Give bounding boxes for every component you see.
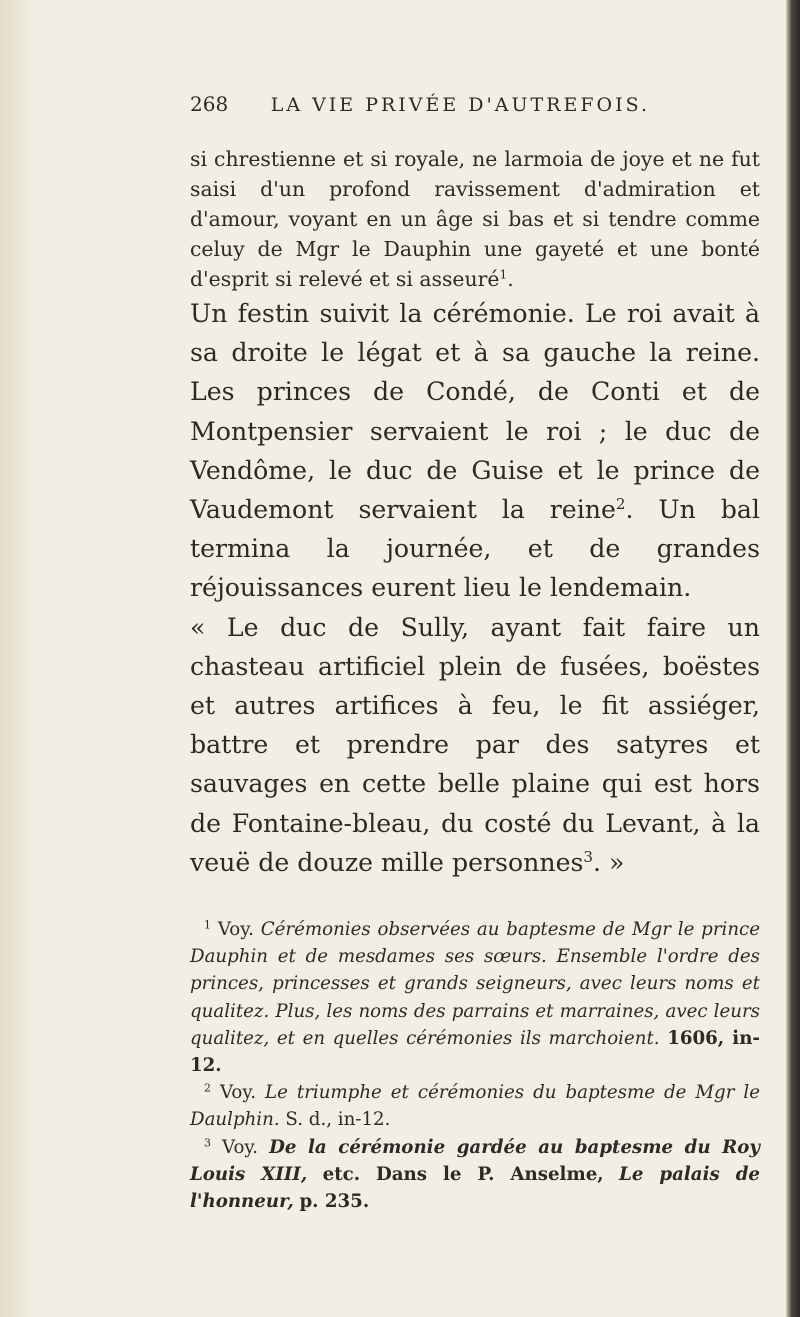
book-page	[190, 92, 760, 1215]
footnote-mid: etc. Dans le P. Anselme,	[322, 1163, 604, 1185]
footnote-title-2: Le palais de l'honneur,	[190, 1163, 760, 1213]
footnote-prefix: Voy.	[221, 1136, 259, 1158]
paragraph-sully-end: . »	[593, 847, 625, 877]
footnote-ref-3: 3	[583, 847, 594, 866]
footnote-suffix: S. d., in-12.	[285, 1109, 391, 1131]
page-left-margin-shadow	[0, 0, 34, 1317]
intro-paragraph	[190, 144, 760, 294]
paragraph-festin	[190, 294, 760, 608]
footnotes	[190, 916, 760, 1215]
footnote-suffix: p. 235.	[299, 1191, 370, 1213]
footnote-title: Le triumphe et cérémonies du baptesme de Mgr le Daulphin.	[190, 1082, 760, 1131]
paragraph-festin-text: Un festin suivit la cérémonie. Le roi avait à sa droite le légat et à sa gauche la reine. Les princes de Condé, de Conti et de Montpensier servaient le roi ; le duc de Vendôme, le duc de Guise et le prince de Vaudemont servaient la reine	[190, 299, 760, 525]
footnote-3	[190, 1134, 760, 1216]
page-right-edge-shadow	[786, 0, 800, 1317]
footnote-ref-1: 1	[499, 267, 508, 282]
continued-quotation	[190, 144, 760, 294]
paragraph-sully-text: « Le duc de Sully, ayant fait faire un chasteau artificiel plein de fusées, boëstes et autres artifices à feu, le fit assiéger, battre et prendre par des satyres et sauvages en cette belle plaine qui est hors de Fontaine-bleau, du costé du Levant, à la veuë de douze mille personnes	[190, 612, 760, 877]
footnote-prefix: Voy.	[219, 1082, 257, 1104]
intro-text: si chrestienne et si royale, ne larmoia de joye et ne fut saisi d'un profond ravissement d'admiration et d'amour, voyant en un âge si bas et si tendre comme celuy de Mgr le Dauphin une gayeté et une bonté d'esprit si relevé et si asseuré	[190, 147, 760, 291]
footnote-title: Cérémonies observées au baptesme de Mgr le prince Dauphin et de mesdames ses sœurs. Ensemble l'ordre des princes, princesses et grands seigneurs, avec leurs noms et qualitez. Plus, les noms des parrains et marraines, avec leurs qualitez, et en quelles cérémonies ils marchoient.	[190, 919, 760, 1049]
footnote-number: 1	[204, 918, 211, 932]
intro-end: .	[507, 267, 514, 291]
page-number: 268	[190, 92, 229, 116]
footnote-title: De la cérémonie gardée au baptesme du Roy Louis XIII,	[190, 1136, 760, 1185]
footnote-1	[190, 916, 760, 1079]
main-text	[190, 294, 760, 882]
paragraph-sully	[190, 608, 760, 882]
paragraph-festin-end: . Un bal termina la journée, et de grandes réjouissances eurent lieu le lendemain.	[190, 495, 760, 603]
footnote-2	[190, 1079, 760, 1133]
footnote-number: 2	[204, 1081, 211, 1095]
footnote-suffix: 1606, in-12.	[190, 1027, 760, 1077]
footnote-number: 3	[204, 1136, 211, 1150]
footnote-prefix: Voy.	[217, 919, 254, 941]
running-title: LA VIE PRIVÉE D'AUTREFOIS.	[270, 94, 650, 116]
footnote-ref-2: 2	[615, 494, 626, 513]
running-header	[190, 92, 760, 116]
